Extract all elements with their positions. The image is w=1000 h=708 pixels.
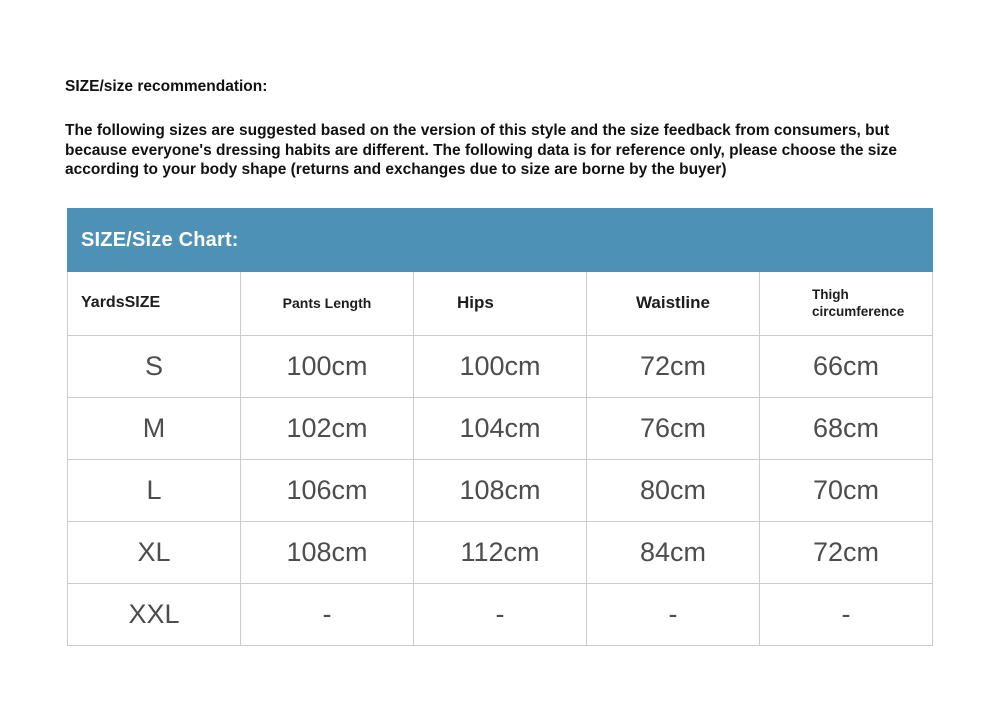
table-row-m	[68, 397, 933, 459]
size-chart-band	[67, 208, 933, 272]
size-cell: XXL	[68, 583, 241, 645]
column-header-pants-length: Pants Length	[241, 272, 414, 335]
size-cell: M	[68, 397, 241, 459]
value-cell: 100cm	[241, 335, 414, 397]
value-cell: 72cm	[760, 521, 933, 583]
size-table	[67, 272, 933, 646]
value-cell: -	[587, 583, 760, 645]
value-cell: 84cm	[587, 521, 760, 583]
column-header-waistline: Waistline	[587, 272, 760, 335]
value-cell: 76cm	[587, 397, 760, 459]
column-header-size: YardsSIZE	[68, 272, 241, 335]
value-cell: 72cm	[587, 335, 760, 397]
value-cell: 108cm	[241, 521, 414, 583]
value-cell: 106cm	[241, 459, 414, 521]
size-cell: L	[68, 459, 241, 521]
table-row-l	[68, 459, 933, 521]
value-cell: 68cm	[760, 397, 933, 459]
table-row-s	[68, 335, 933, 397]
size-cell: XL	[68, 521, 241, 583]
table-row-xl	[68, 521, 933, 583]
value-cell: -	[414, 583, 587, 645]
size-cell: S	[68, 335, 241, 397]
page-title: SIZE/size recommendation:	[65, 78, 268, 95]
value-cell: 66cm	[760, 335, 933, 397]
value-cell: 112cm	[414, 521, 587, 583]
value-cell: 102cm	[241, 397, 414, 459]
value-cell: 108cm	[414, 459, 587, 521]
value-cell: 100cm	[414, 335, 587, 397]
value-cell: -	[760, 583, 933, 645]
value-cell: -	[241, 583, 414, 645]
table-header-row	[68, 272, 933, 335]
table-row-xxl	[68, 583, 933, 645]
size-chart-title: SIZE/Size Chart:	[81, 228, 239, 251]
value-cell: 70cm	[760, 459, 933, 521]
value-cell: 80cm	[587, 459, 760, 521]
size-recommendation-text: The following sizes are suggested based on the version of this style and the size feedback from consumers, but because everyone's dressing habits are different. The following data is for reference only, please choose the size according to your body shape (returns and exchanges due to size are borne by the buyer)	[65, 122, 898, 178]
column-header-thigh-circumference: Thigh circumference	[760, 272, 933, 335]
column-header-hips: Hips	[414, 272, 587, 335]
value-cell: 104cm	[414, 397, 587, 459]
